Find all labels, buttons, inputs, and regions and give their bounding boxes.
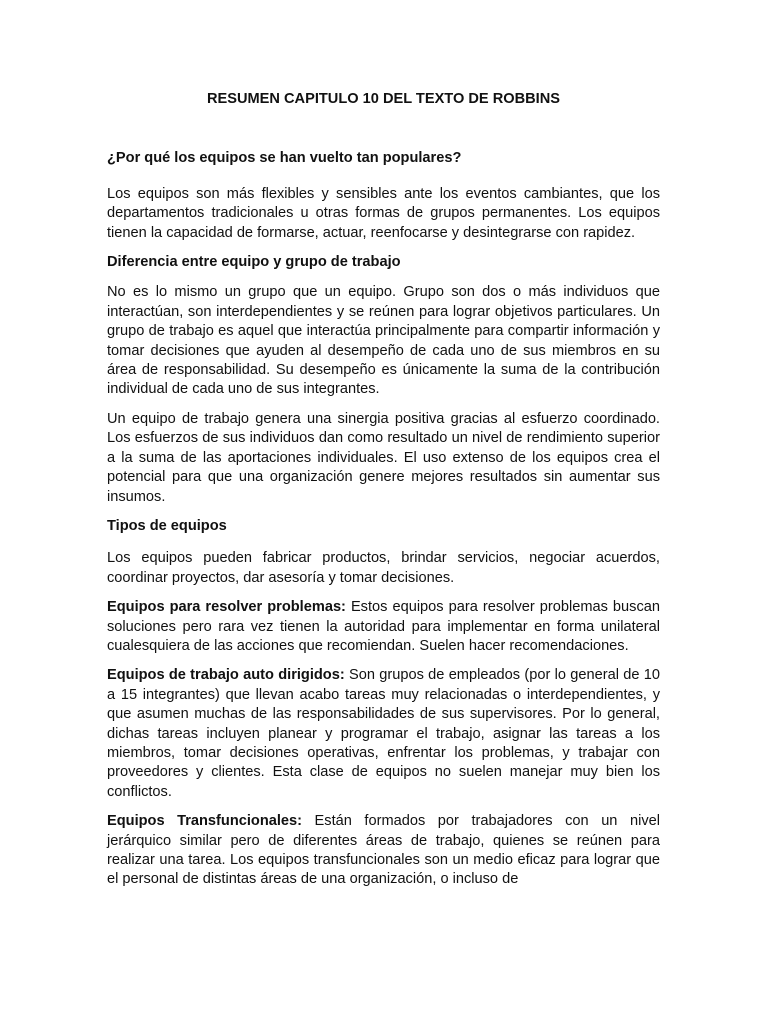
paragraph-self-managed-teams [107,666,660,802]
paragraph-group-definition: No es lo mismo un grupo que un equipo. Grupo son dos o más individuos que interactúan, son interdependientes y se reúnen para lograr objetivos particulares. Un grupo de trabajo es aquel que interactúa principalmente para compartir información y tomar decisiones que ayuden al desempeño de cada uno de sus miembros en su área de responsabilidad. Su desempeño es únicamente la suma de la contribución individual de cada uno de sus integrantes. [107,284,660,398]
lead-self-managed-teams: Equipos de trabajo auto dirigidos: [107,667,345,684]
document-title: RESUMEN CAPITULO 10 DEL TEXTO DE ROBBINS [206,91,560,107]
lead-cross-functional-teams: Equipos Transfuncionales: [107,813,302,830]
text-problem-solving-teams: Estos equipos para resolver problemas buscan soluciones pero rara vez tienen la autoridad para implementar en forma unilateral cualesquiera de las acciones que recomiendan. Suelen hacer recomendaciones. [107,599,660,654]
paragraph-team-types-intro: Los equipos pueden fabricar productos, brindar servicios, negociar acuerdos, coordinar proyectos, dar asesoría y tomar decisiones. [107,550,660,586]
paragraph-popularity: Los equipos son más flexibles y sensibles ante los eventos cambiantes, que los departamentos tradicionales u otras formas de grupos permanentes. Los equipos tienen la capacidad de formarse, actuar, reenfocarse y desintegrarse con rapidez. [107,185,660,241]
paragraph-problem-solving-teams [107,598,660,656]
lead-problem-solving-teams: Equipos para resolver problemas: [107,599,346,616]
document-body [107,90,660,900]
section-heading-team-types: Tipos de equipos [107,517,227,534]
section-heading-popularity: ¿Por qué los equipos se han vuelto tan populares? [107,150,462,167]
text-cross-functional-teams: Están formados por trabajadores con un nivel jerárquico similar pero de diferentes áreas de trabajo, quienes se reúnen para realizar una tarea. Los equipos transfuncionales son un medio eficaz para lograr que el personal de distintas áreas de una organización, o incluso de [107,813,660,888]
text-self-managed-teams: Son grupos de empleados (por lo general de 10 a 15 integrantes) que llevan acabo tareas muy relacionadas o interdependientes, y que asumen muchas de las responsabilidades de sus supervisores. Por lo general, dichas tareas incluyen planear y programar el trabajo, asignar las tareas a los miembros, tomar decisiones operativas, enfrentar los problemas, y trabajar con proveedores y clientes. Esta clase de equipos no suelen manejar muy bien los conflictos. [107,667,661,800]
section-heading-difference: Diferencia entre equipo y grupo de trabajo [107,254,401,271]
paragraph-team-synergy: Un equipo de trabajo genera una sinergia positiva gracias al esfuerzo coordinado. Los esfuerzos de sus individuos dan como resultado un nivel de rendimiento superior a la suma de las aportaciones individuales. El uso extenso de los equipos crea el potencial para que una organización genere mejores resultados sin aumentar sus insumos. [107,410,660,505]
paragraph-cross-functional-teams [107,812,660,890]
